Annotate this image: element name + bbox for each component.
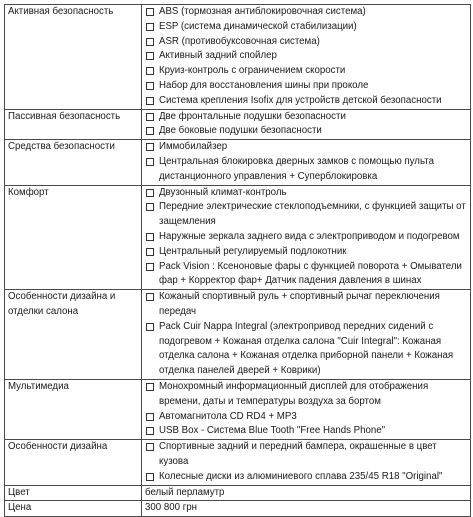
feature-item: ESP (система динамической стабилизации) [145, 20, 467, 35]
feature-item: Круиз-контроль с ограничением скорости [145, 64, 467, 79]
feature-list [145, 440, 467, 484]
feature-list-cell [142, 109, 471, 140]
feature-item: ABS (тормозная антиблокировочная система) [145, 5, 467, 20]
feature-list [145, 5, 467, 109]
color-label: Цвет [5, 485, 142, 501]
feature-item: Наружные зеркала заднего вида с электроприводом и подогревом [145, 230, 467, 245]
color-row [5, 485, 471, 501]
spec-row [5, 379, 471, 439]
price-value: 300 800 грн [142, 501, 471, 517]
feature-list-cell [142, 290, 471, 380]
spec-row [5, 440, 471, 485]
specifications-body [5, 5, 471, 486]
feature-item: Двузонный климат-контроль [145, 186, 467, 201]
feature-list-cell [142, 5, 471, 110]
spec-row [5, 140, 471, 185]
feature-list-cell [142, 379, 471, 439]
feature-list [145, 290, 467, 379]
feature-item: Две боковые подушки безопасности [145, 124, 467, 139]
summary-rows [5, 485, 471, 517]
feature-item: ASR (противобуксовочная система) [145, 35, 467, 50]
feature-item: Кожаный спортивный руль + спортивный рычаг переключения передач [145, 290, 467, 320]
feature-list [145, 140, 467, 184]
feature-list [145, 380, 467, 439]
feature-item: Pack Vision : Ксеноновые фары с функцией поворота + Омыватели фар + Корректор фар+ Датчик падения давления в шинах [145, 260, 467, 290]
price-label: Цена [5, 501, 142, 517]
feature-list-cell [142, 440, 471, 485]
feature-item: Колесные диски из алюминиевого сплава 235/45 R18 "Original" [145, 470, 467, 485]
feature-item: Передние электрические стеклоподъемники, с функцией защиты от защемления [145, 200, 467, 230]
category-label: Особенности дизайна [5, 440, 142, 485]
category-label: Комфорт [5, 185, 142, 290]
spec-row [5, 109, 471, 140]
feature-item: Pack Cuir Nappa Integral (электропривод передних сидений с подогревом + Кожаная отделка салона "Cuir Integral": Кожаная отделка салона + Кожаная отделка приборной панели + Кожаная отделка панелей дверей + Коврики) [145, 320, 467, 379]
color-value: белый перламутр [142, 485, 471, 501]
category-label: Активная безопасность [5, 5, 142, 110]
feature-item: Две фронтальные подушки безопасности [145, 110, 467, 125]
feature-item: Набор для восстановления шины при проколе [145, 79, 467, 94]
feature-item: Автомагнитола CD RD4 + MP3 [145, 410, 467, 425]
feature-item: Система крепления Isofix для устройств детской безопасности [145, 94, 467, 109]
spec-row [5, 185, 471, 290]
category-label: Средства безопасности [5, 140, 142, 185]
feature-list [145, 110, 467, 140]
feature-list-cell [142, 140, 471, 185]
category-label: Особенности дизайна и отделки салона [5, 290, 142, 380]
specifications-table [4, 4, 471, 517]
feature-item: Спортивные задний и передний бампера, окрашенные в цвет кузова [145, 440, 467, 470]
feature-item: Центральный регулируемый подлокотник [145, 245, 467, 260]
feature-list [145, 186, 467, 290]
spec-row [5, 290, 471, 380]
category-label: Пассивная безопасность [5, 109, 142, 140]
category-label: Мультимедиа [5, 379, 142, 439]
feature-item: Монохромный информационный дисплей для отображения времени, даты и температуры воздуха за бортом [145, 380, 467, 410]
feature-item: Центральная блокировка дверных замков с помощью пульта дистанционного управления + Суперблокировка [145, 155, 467, 185]
feature-item: USB Box - Система Blue Tooth "Free Hands Phone" [145, 424, 467, 439]
price-row [5, 501, 471, 517]
feature-list-cell [142, 185, 471, 290]
feature-item: Иммобилайзер [145, 140, 467, 155]
feature-item: Активный задний спойлер [145, 49, 467, 64]
spec-row [5, 5, 471, 110]
